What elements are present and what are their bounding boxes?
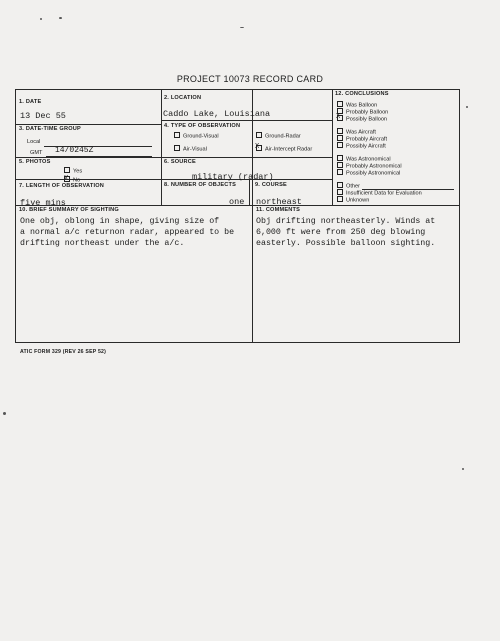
checkbox-icon	[337, 189, 343, 195]
scan-speck	[462, 468, 464, 470]
conclusion-probably-aircraft[interactable]: Probably Aircraft	[337, 136, 387, 142]
checkbox-icon	[337, 135, 343, 141]
conclusion-other[interactable]: Other	[337, 183, 360, 189]
checkbox-icon	[256, 132, 262, 138]
checkbox-icon	[337, 101, 343, 107]
opt-air-visual[interactable]: Air-Visual	[174, 146, 207, 152]
scan-speck	[59, 17, 62, 19]
conclusion-probably-astronomical[interactable]: Probably Astronomical	[337, 163, 402, 169]
opt-ground-radar[interactable]: Ground-Radar	[256, 133, 301, 139]
summary-line: drifting northeast under the a/c.	[20, 239, 185, 248]
conclusion-possibly-aircraft[interactable]: Possibly Aircraft	[337, 143, 386, 149]
conclusion-was-astronomical[interactable]: Was Astronomical	[337, 156, 391, 162]
checkbox-icon	[337, 142, 343, 148]
conclusion-was-balloon[interactable]: Was Balloon	[337, 102, 377, 108]
checkbox-icon	[337, 155, 343, 161]
date-label: 1. DATE	[19, 99, 42, 105]
comments-line: Obj drifting northeasterly. Winds at	[256, 217, 436, 226]
summary-line: One obj, oblong in shape, giving size of	[20, 217, 220, 226]
comments-label: 11. COMMENTS	[256, 207, 301, 213]
scan-speck	[466, 106, 468, 108]
card-title: PROJECT 10073 RECORD CARD	[176, 74, 324, 84]
conclusions-label: 12. CONCLUSIONS	[335, 91, 389, 97]
photos-no-mark: X	[64, 175, 69, 183]
gmt-value: 14/0245Z	[55, 146, 94, 155]
length-label: 7. LENGTH OF OBSERVATION	[19, 183, 104, 189]
comments-line: easterly. Possible balloon sighting.	[256, 239, 436, 248]
course-label: 9. COURSE	[255, 182, 287, 188]
checkbox-icon	[64, 167, 70, 173]
source-value: military (radar)	[192, 172, 274, 182]
course-value: northeast	[256, 197, 302, 207]
gmt-label: GMT	[30, 150, 43, 156]
conclusion-possibly-astronomical[interactable]: Possibly Astronomical	[337, 170, 400, 176]
conclusion-unknown[interactable]: Unknown	[337, 197, 369, 203]
conclusion-probably-balloon[interactable]: Probably Balloon	[337, 109, 388, 115]
opt-air-intercept-radar[interactable]: Air-Intercept Radar	[256, 146, 312, 152]
grid-line	[161, 120, 332, 121]
opt-ground-visual[interactable]: Ground-Visual	[174, 133, 219, 139]
gmt-underline	[46, 156, 152, 157]
checkbox-icon	[337, 162, 343, 168]
scan-speck	[40, 18, 42, 20]
grid-line	[161, 90, 162, 205]
conclusion-was-aircraft[interactable]: Was Aircraft	[337, 129, 376, 135]
checkbox-icon	[337, 169, 343, 175]
grid-line	[16, 157, 332, 158]
scan-speck	[240, 27, 244, 28]
date-value: 13 Dec 55	[20, 111, 66, 121]
grid-line	[332, 90, 333, 205]
checkbox-icon	[174, 132, 180, 138]
objects-label: 8. NUMBER OF OBJECTS	[164, 182, 237, 188]
checkbox-icon	[174, 145, 180, 151]
comments-line: 6,000 ft were from 250 deg blowing	[256, 228, 426, 237]
local-label: Local	[27, 139, 41, 145]
grid-line	[16, 124, 161, 125]
objects-value: one	[229, 197, 245, 207]
form-id: ATIC FORM 329 (REV 26 SEP 52)	[20, 349, 107, 355]
grid-line	[249, 179, 250, 205]
checkbox-icon	[337, 128, 343, 134]
checkbox-icon	[337, 196, 343, 202]
checkbox-icon	[337, 182, 343, 188]
scan-speck	[3, 412, 6, 415]
conclusion-insufficient-data[interactable]: Insufficient Data for Evaluation	[337, 190, 422, 196]
record-card	[15, 89, 460, 343]
grid-line	[252, 90, 253, 342]
source-label: 6. SOURCE	[164, 159, 196, 165]
conclusion-possibly-balloon[interactable]: Possibly Balloon	[337, 116, 387, 122]
summary-label: 10. BRIEF SUMMARY OF SIGHTING	[19, 207, 119, 213]
datetime-label: 3. DATE-TIME GROUP	[19, 126, 81, 132]
location-label: 2. LOCATION	[164, 95, 202, 101]
photos-label: 5. PHOTOS	[19, 159, 51, 165]
air-intercept-mark: X	[255, 143, 260, 151]
length-value: five mins	[20, 198, 66, 208]
possibly-balloon-mark: X	[336, 113, 341, 121]
photos-yes-option[interactable]: Yes	[64, 168, 82, 174]
location-value: Caddo Lake, Louisiana	[163, 109, 271, 119]
photos-no-option[interactable]: No	[64, 177, 80, 183]
type-obs-label: 4. TYPE OF OBSERVATION	[164, 123, 241, 129]
summary-line: a normal a/c returnon radar, appeared to be	[20, 228, 235, 237]
